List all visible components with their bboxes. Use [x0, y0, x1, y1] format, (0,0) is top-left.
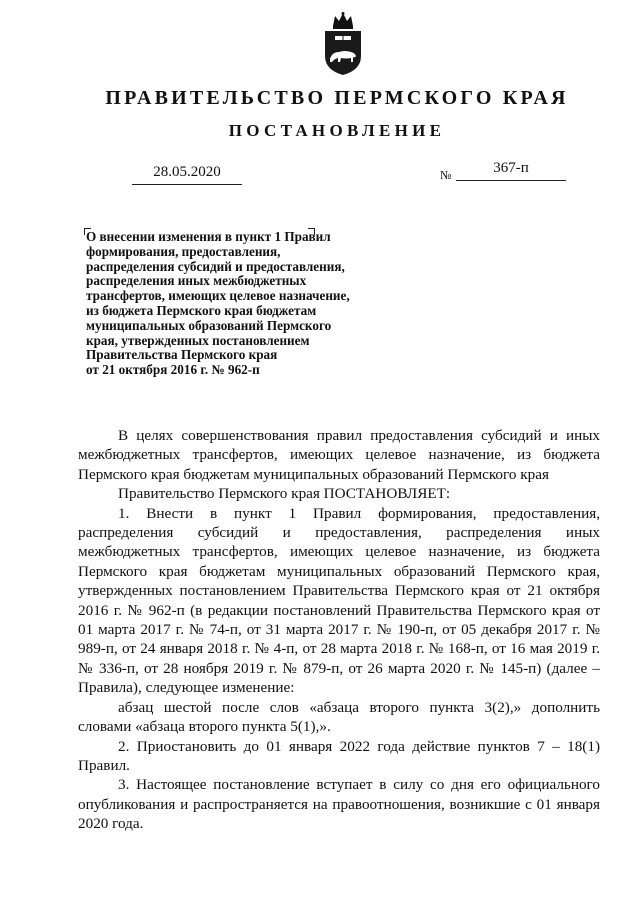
government-title: ПРАВИТЕЛЬСТВО ПЕРМСКОГО КРАЯ	[105, 87, 569, 109]
document-type: ПОСТАНОВЛЕНИЕ	[228, 121, 446, 140]
number-sign: №	[440, 168, 452, 182]
coat-of-arms-icon	[321, 12, 365, 76]
subject-line: формирования, предоставления,	[86, 243, 281, 259]
document-subject	[86, 230, 406, 378]
subject-line: распределения иных межбюджетных	[86, 273, 307, 289]
item-2-paragraph: 2. Приостановить до 01 января 2022 года действие пунктов 7 – 18(1) Правил.	[78, 737, 600, 774]
document-date: 28.05.2020	[132, 163, 242, 185]
resolution-paragraph: Правительство Пермского края ПОСТАНОВЛЯЕТ:	[118, 485, 451, 503]
subject-line: трансфертов, имеющих целевое назначение,	[86, 288, 350, 304]
subject-line: края, утвержденных постановлением	[86, 332, 310, 348]
item-3-paragraph: 3. Настоящее постановление вступает в силу со дня его официального опубликования и распространяется на правоотношения, возникшие с 01 января 2020 года.	[78, 776, 600, 833]
subject-line: из бюджета Пермского края бюджетам	[86, 302, 317, 318]
amendment-paragraph: абзац шестой после слов «абзаца второго пункта 3(2),» дополнить словами «абзаца второго пункта 5(1),».	[78, 698, 600, 736]
subject-line: распределения субсидий и предоставления,	[86, 258, 345, 274]
document-number: 367-п	[456, 159, 566, 181]
preamble-paragraph: В целях совершенствования правил предоставления субсидий и иных межбюджетных трансфертов, имеющих целевое назначение, из бюджета Пермского края бюджетам муниципальных образований Пермского края	[78, 427, 600, 483]
subject-line: Правительства Пермского края	[86, 347, 278, 363]
subject-line: от 21 октября 2016 г. № 962-п	[86, 362, 260, 378]
document-body	[78, 426, 600, 834]
subject-line: муниципальных образований Пермского	[86, 317, 332, 333]
subject-line: О внесении изменения в пункт 1 Правил	[86, 229, 331, 244]
item-1-paragraph: 1. Внести в пункт 1 Правил формирования, предоставления, распределения субсидий и предоставления, распределения иных межбюджетных трансфертов, имеющих целевое назначение, из бюджета Пермского края бюджетам муниципальных образований Пермского края, утвержденных постановлением Правительства Пермского края от 21 октября 2016 г. № 962-п (в редакции постановлений Правительства Пермского края от 01 марта 2017 г. № 74-п, от 31 марта 2017 г. № 190-п, от 05 декабря 2017 г. № 989-п, от 24 января 2018 г. № 4-п, от 28 марта 2018 г. № 168-п, от 16 мая 2019 г. № 336-п, от 28 ноября 2019 г. № 879-п, от 26 марта 2020 г. № 145-п) (далее – Правила), следующее изменение:	[78, 504, 600, 697]
